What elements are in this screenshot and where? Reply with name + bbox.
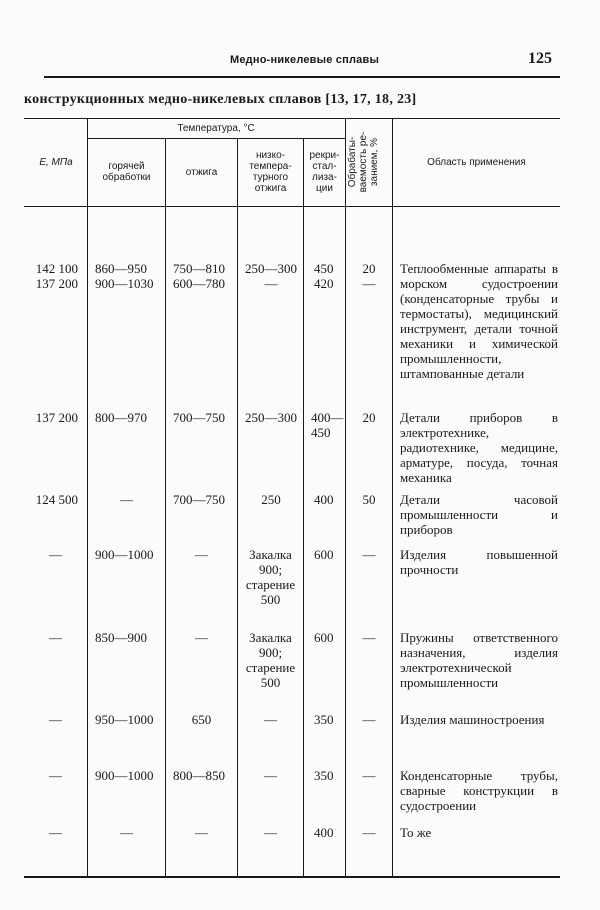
cell-annealing: —: [195, 547, 208, 562]
cell-low-temp-annealing: —: [264, 768, 277, 783]
header-temperature-group: Температура, °С: [177, 123, 255, 134]
cell-hot-working: 850—900: [95, 630, 147, 645]
header-rule: [44, 76, 560, 78]
cell-recrystallization: 450 420: [314, 261, 334, 291]
cell-recrystallization: 400: [314, 492, 334, 507]
cell-modulus: —: [49, 768, 62, 783]
col-divider-6: [392, 118, 393, 876]
cell-machinability: —: [362, 825, 376, 840]
cell-machinability: 20 —: [362, 261, 376, 291]
cell-low-temp-annealing: 250—300: [245, 410, 297, 425]
cell-low-temp-annealing: —: [264, 712, 277, 727]
cell-machinability: —: [362, 712, 376, 727]
cell-machinability: —: [362, 768, 376, 783]
cell-recrystallization: 600: [314, 630, 334, 645]
col-divider-4: [303, 138, 304, 876]
table-caption: конструкционных медно-никелевых сплавов [13, 17, 18, 23]: [24, 92, 417, 107]
col-divider-2: [165, 138, 166, 876]
header-hot-working: горячей обработки: [102, 161, 151, 183]
cell-machinability: 20: [362, 410, 376, 425]
header-application: Область применения: [427, 157, 526, 168]
cell-annealing: 800—850: [173, 768, 225, 783]
cell-low-temp-annealing: 250—300 —: [245, 261, 297, 291]
cell-hot-working: 900—1000: [95, 547, 154, 562]
cell-application: То же: [400, 825, 432, 840]
cell-modulus: 124 500: [35, 492, 78, 507]
cell-application: Конденсаторные трубы, сварные конструкции в судостроении: [400, 768, 558, 813]
cell-application: Детали приборов в электротехнике, радиотехнике, медицине, арматуре, посуда, точная механика: [400, 410, 558, 485]
header-recrystallization: рекри- стал- лиза- ции: [309, 150, 340, 194]
cell-hot-working: —: [120, 825, 133, 840]
cell-application: Пружины ответственного назначения, изделия электротехнической промышленности: [400, 630, 558, 690]
cell-modulus: —: [49, 712, 62, 727]
cell-annealing: 650: [191, 712, 212, 727]
cell-hot-working: 800—970: [95, 410, 147, 425]
cell-recrystallization: 350: [314, 768, 334, 783]
cell-machinability: 50: [362, 492, 376, 507]
header-annealing: отжига: [185, 167, 218, 178]
cell-modulus: —: [49, 630, 62, 645]
cell-modulus: 137 200: [35, 410, 78, 425]
cell-annealing: —: [195, 825, 208, 840]
cell-machinability: —: [362, 547, 376, 562]
cell-annealing: 700—750: [173, 492, 225, 507]
cell-low-temp-annealing: Закалка 900; старение 500: [245, 547, 296, 607]
cell-recrystallization: 350: [314, 712, 334, 727]
cell-recrystallization: 400: [314, 825, 334, 840]
cell-modulus: 142 100 137 200: [35, 261, 78, 291]
cell-hot-working: 860—950 900—1030: [95, 261, 154, 291]
cell-machinability: —: [362, 630, 376, 645]
header-machinability: Обрабаты- ваемость ре- занием, %: [347, 131, 380, 193]
header-bottom-rule: [24, 206, 560, 207]
cell-annealing: 750—810 600—780: [173, 261, 225, 291]
cell-low-temp-annealing: Закалка 900; старение 500: [245, 630, 296, 690]
cell-modulus: —: [49, 825, 62, 840]
cell-application: Детали часовой промышленности и приборов: [400, 492, 558, 537]
cell-application: Изделия повышенной прочности: [400, 547, 558, 577]
col-divider-3: [237, 138, 238, 876]
temperature-group-rule: [87, 138, 345, 139]
cell-recrystallization: 600: [314, 547, 334, 562]
cell-low-temp-annealing: —: [264, 825, 277, 840]
cell-application: Изделия машиностроения: [400, 712, 545, 727]
cell-application: Теплообменные аппараты в морском судостроении (конденсаторные трубы и термостаты), медицинский инструмент, детали точной механики и химической промышленности, штампованные детали: [400, 261, 558, 381]
running-title: Медно-никелевые сплавы: [230, 54, 380, 66]
cell-annealing: 700—750: [173, 410, 225, 425]
table-bottom-rule: [24, 876, 560, 878]
page-number: 125: [528, 50, 552, 67]
cell-hot-working: —: [120, 492, 133, 507]
cell-modulus: —: [49, 547, 62, 562]
header-modulus: E, МПа: [39, 157, 73, 168]
cell-hot-working: 950—1000: [95, 712, 154, 727]
running-head: [0, 50, 600, 72]
table-top-rule: [24, 118, 560, 119]
cell-low-temp-annealing: 250: [261, 492, 281, 507]
cell-recrystallization: 400— 450: [311, 410, 344, 440]
cell-annealing: —: [195, 630, 208, 645]
header-low-temp-annealing: низко- темпера- турного отжига: [249, 150, 292, 194]
cell-hot-working: 900—1000: [95, 768, 154, 783]
